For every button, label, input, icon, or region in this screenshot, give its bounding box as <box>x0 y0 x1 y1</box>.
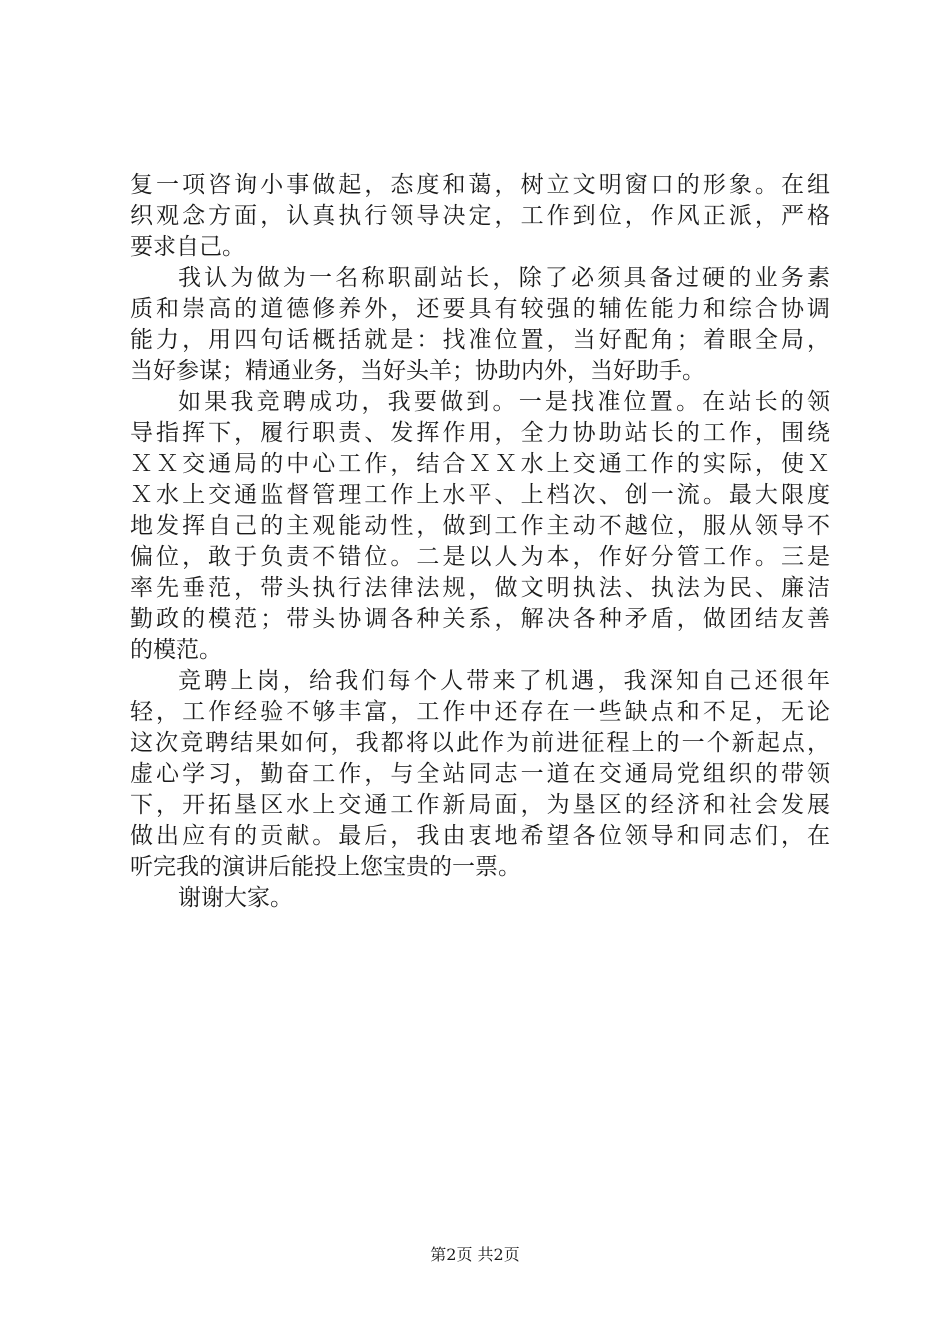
text-line: 我认为做为一名称职副站长，除了必须具备过硬的业务素 <box>178 265 830 291</box>
text-line: 竞聘上岗，给我们每个人带来了机遇，我深知自己还很年 <box>178 668 830 694</box>
text-line: 地发挥自己的主观能动性，做到工作主动不越位，服从领导不 <box>130 513 830 539</box>
text-line: 复一项咨询小事做起，态度和蔼，树立文明窗口的形象。在组 <box>130 172 830 198</box>
text-line: 听完我的演讲后能投上您宝贵的一票。 <box>130 854 521 880</box>
text-line: 虚心学习，勤奋工作，与全站同志一道在交通局党组织的带领 <box>130 761 830 787</box>
text-line: 下，开拓垦区水上交通工作新局面，为垦区的经济和社会发展 <box>130 792 830 818</box>
text-line: 做出应有的贡献。最后，我由衷地希望各位领导和同志们，在 <box>130 823 830 849</box>
text-line: 这次竞聘结果如何，我都将以此作为前进征程上的一个新起点， <box>130 730 830 756</box>
text-line: ＸＸ交通局的中心工作，结合ＸＸ水上交通工作的实际，使Ｘ <box>130 451 830 477</box>
document-body <box>130 170 830 914</box>
text-line: 勤政的模范；带头协调各种关系，解决各种矛盾，做团结友善 <box>130 606 830 632</box>
text-line: 质和崇高的道德修养外，还要具有较强的辅佐能力和综合协调 <box>130 296 830 322</box>
text-line: 要求自己。 <box>130 234 245 260</box>
text-line: 偏位，敢于负责不错位。二是以人为本，作好分管工作。三是 <box>130 544 830 570</box>
text-line: 如果我竞聘成功，我要做到。一是找准位置。在站长的领 <box>178 389 830 415</box>
text-line: 谢谢大家。 <box>178 885 293 911</box>
text-line: 轻，工作经验不够丰富，工作中还存在一些缺点和不足，无论 <box>130 699 830 725</box>
text-line: 能力，用四句话概括就是：找准位置，当好配角；着眼全局， <box>130 327 830 353</box>
text-line: Ｘ水上交通监督管理工作上水平、上档次、创一流。最大限度 <box>130 482 830 508</box>
text-line: 率先垂范，带头执行法律法规，做文明执法、执法为民、廉洁 <box>130 575 830 601</box>
text-line: 的模范。 <box>130 637 222 663</box>
text-line: 当好参谋；精通业务，当好头羊；协助内外，当好助手。 <box>130 358 705 384</box>
text-line: 导指挥下，履行职责、发挥作用，全力协助站长的工作，围绕 <box>130 420 830 446</box>
page-footer: 第2页 共2页 <box>430 1245 520 1264</box>
text-line: 织观念方面，认真执行领导决定，工作到位，作风正派，严格 <box>130 203 830 229</box>
